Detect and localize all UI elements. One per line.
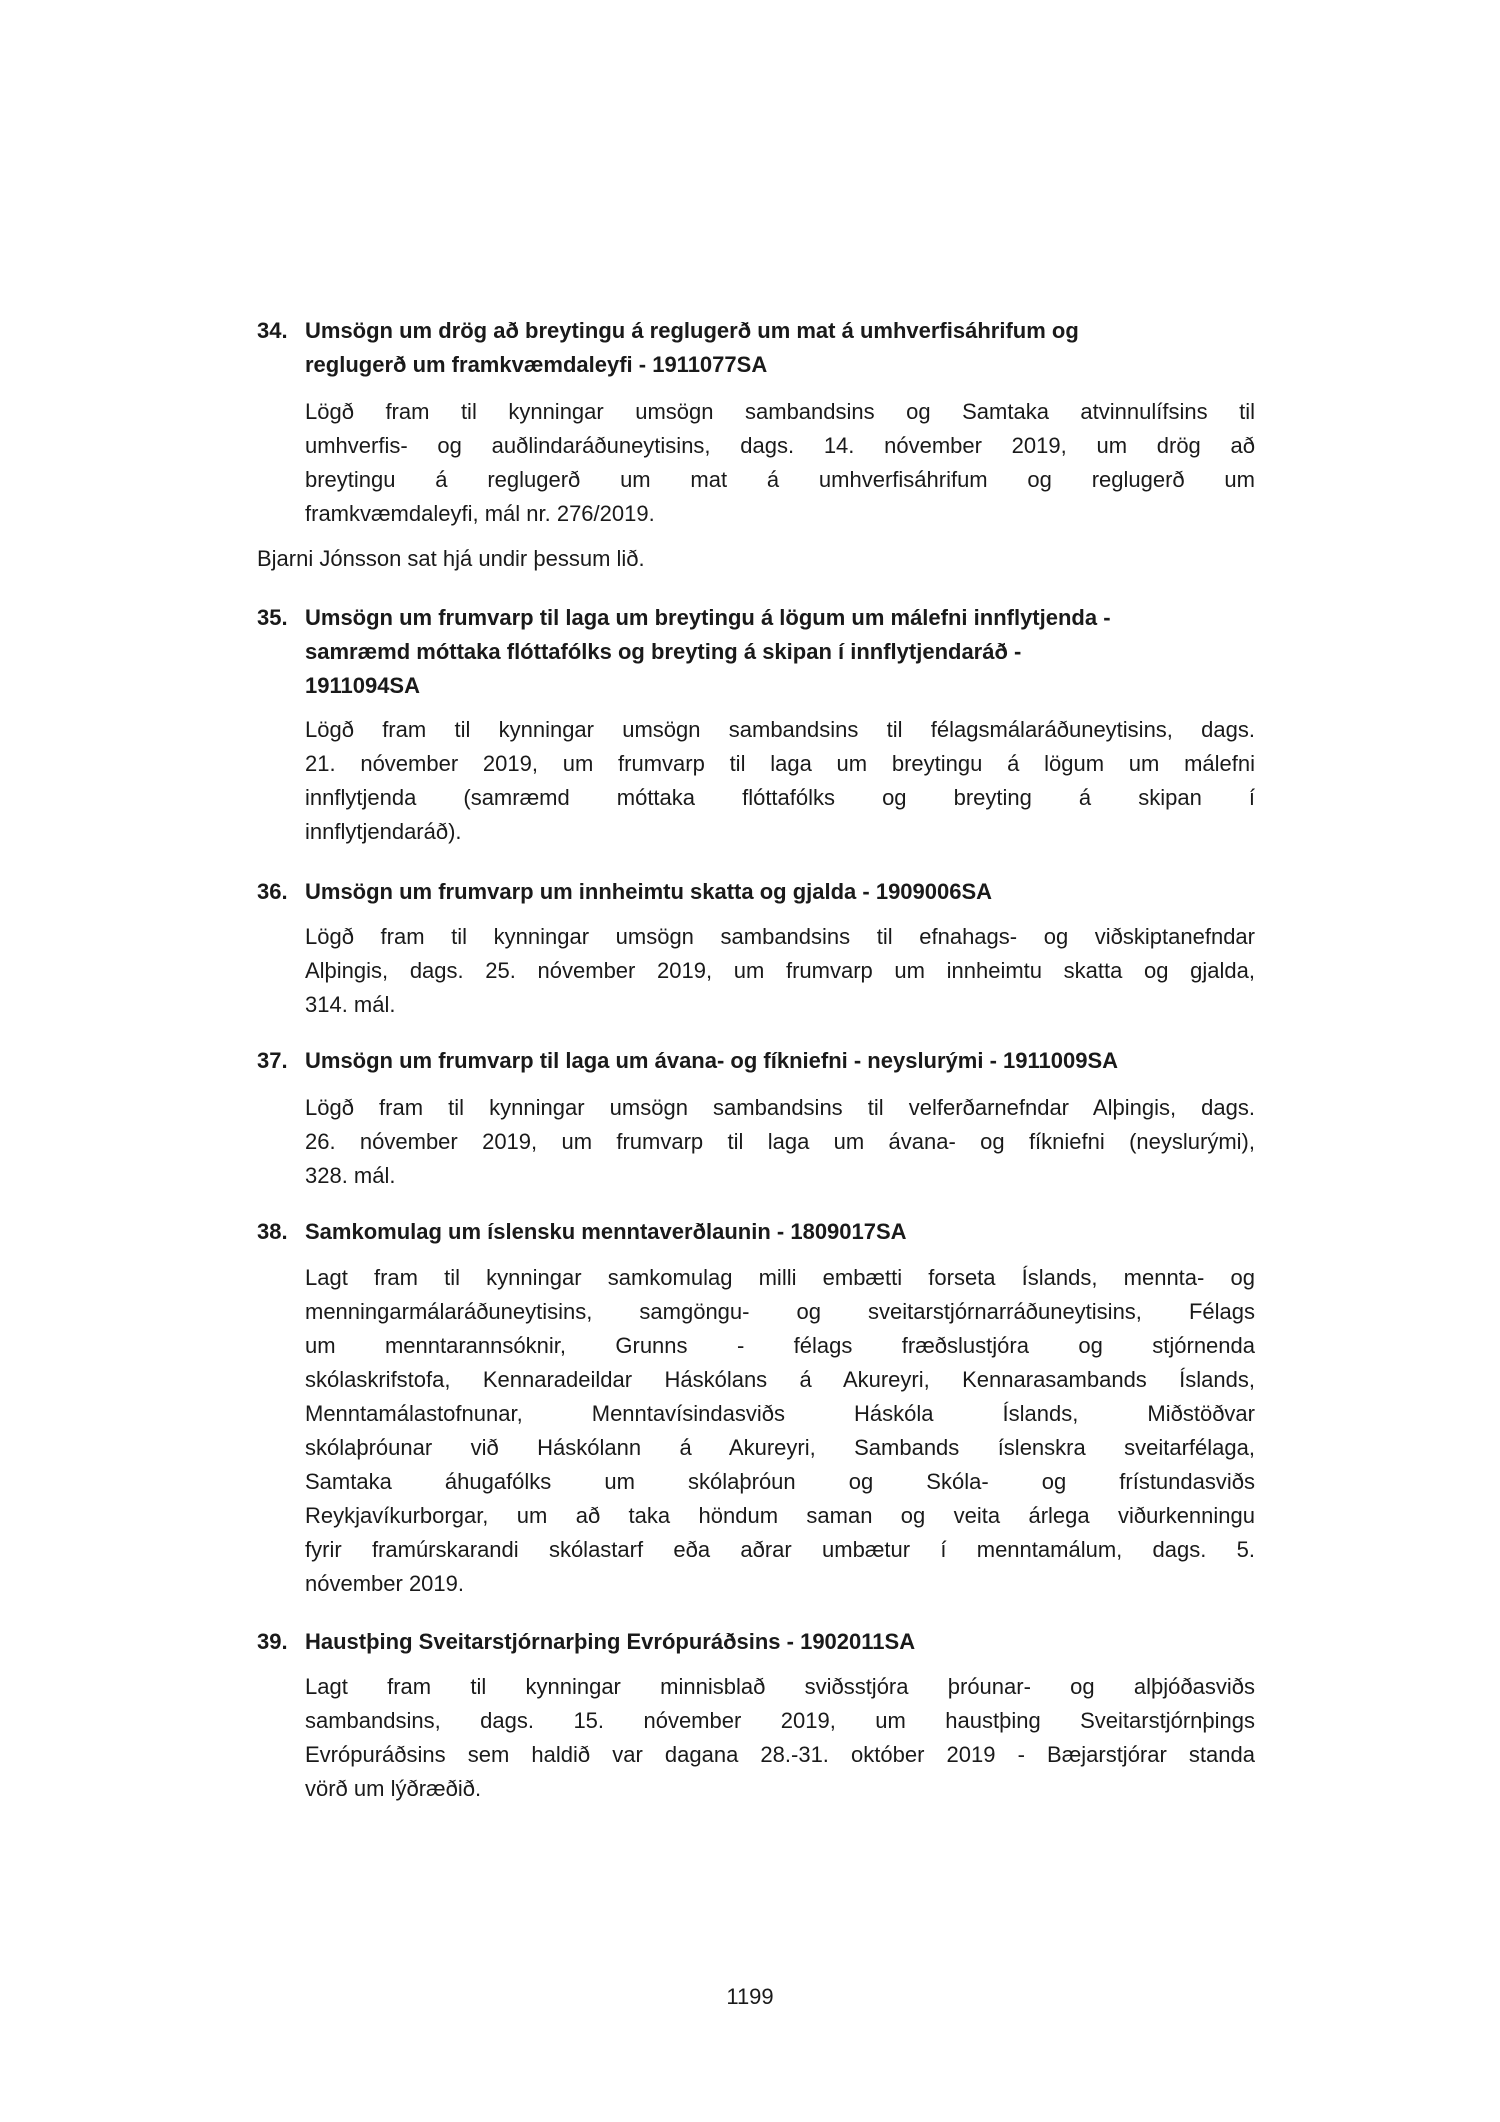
agenda-item [257,601,1255,844]
agenda-item-number: 36. [257,879,288,904]
body-line: Alþingis, dags. 25. nóvember 2019, um frumvarp um innheimtu skatta og gjalda, [305,958,1255,983]
agenda-item-number: 38. [257,1219,288,1244]
body-line: Lögð fram til kynningar umsögn sambandsins til félagsmálaráðuneytisins, dags. [305,717,1255,742]
body-line: 26. nóvember 2019, um frumvarp til laga um ávana- og fíkniefni (neyslurými), [305,1129,1255,1154]
agenda-item-heading [257,1044,1255,1078]
body-line: framkvæmdaleyfi, mál nr. 276/2019. [305,501,655,526]
agenda-item-body [305,713,1255,849]
agenda-item-number: 37. [257,1048,288,1073]
agenda-item [257,1215,1255,1596]
body-line: skólaþróunar við Háskólann á Akureyri, Sambands íslenskra sveitarfélaga, [305,1435,1255,1460]
agenda-item [257,1044,1255,1188]
agenda-item-number: 34. [257,318,288,343]
agenda-item-heading [257,601,1255,703]
body-line: Lögð fram til kynningar umsögn sambandsins til velferðarnefndar Alþingis, dags. [305,1095,1255,1120]
body-line: Lagt fram til kynningar samkomulag milli embætti forseta Íslands, mennta- og [305,1265,1255,1290]
heading-line: Umsögn um frumvarp um innheimtu skatta og gjalda - 1909006SA [305,879,993,904]
heading-line: reglugerð um framkvæmdaleyfi - 1911077SA [305,352,768,377]
body-line: nóvember 2019. [305,1571,464,1596]
body-line: Reykjavíkurborgar, um að taka höndum saman og veita árlega viðurkenningu [305,1503,1255,1528]
page-number: 1199 [726,1984,774,2009]
heading-line: Haustþing Sveitarstjórnarþing Evrópuráðsins - 1902011SA [305,1629,916,1654]
agenda-item-body [305,395,1255,531]
body-line: fyrir framúrskarandi skólastarf eða aðrar umbætur í menntamálum, dags. 5. [305,1537,1255,1562]
body-line: 21. nóvember 2019, um frumvarp til laga um breytingu á lögum um málefni [305,751,1255,776]
agenda-item [257,875,1255,1017]
agenda-item-body [305,920,1255,1022]
heading-line: 1911094SA [305,673,420,698]
body-line: Lagt fram til kynningar minnisblað sviðsstjóra þróunar- og alþjóðasviðs [305,1674,1255,1699]
agenda-item-body [305,1091,1255,1193]
agenda-item-number: 39. [257,1629,288,1654]
abstention-note: Bjarni Jónsson sat hjá undir þessum lið. [257,546,645,571]
body-line: um menntarannsóknir, Grunns - félags fræðslustjóra og stjórnenda [305,1333,1255,1358]
agenda-item-heading [257,1625,1255,1659]
body-line: umhverfis- og auðlindaráðuneytisins, dags. 14. nóvember 2019, um drög að [305,433,1255,458]
heading-line: Samkomulag um íslensku menntaverðlaunin - 1809017SA [305,1219,907,1244]
body-line: Lögð fram til kynningar umsögn sambandsins til efnahags- og viðskiptanefndar [305,924,1255,949]
agenda-item-heading [257,314,1255,382]
agenda-item-number: 35. [257,605,288,630]
heading-line: Umsögn um frumvarp til laga um breytingu á lögum um málefni innflytjenda - [305,605,1111,630]
body-line: Evrópuráðsins sem haldið var dagana 28.-31. október 2019 - Bæjarstjórar standa [305,1742,1255,1767]
agenda-item-body [305,1670,1255,1806]
heading-line: Umsögn um drög að breytingu á reglugerð um mat á umhverfisáhrifum og [305,318,1079,343]
body-line: Lögð fram til kynningar umsögn sambandsins og Samtaka atvinnulífsins til [305,399,1255,424]
body-line: menningarmálaráðuneytisins, samgöngu- og sveitarstjórnarráðuneytisins, Félags [305,1299,1255,1324]
body-line: 328. mál. [305,1163,396,1188]
heading-line: Umsögn um frumvarp til laga um ávana- og fíkniefni - neyslurými - 1911009SA [305,1048,1119,1073]
agenda-item-body [305,1261,1255,1601]
agenda-item-heading [257,875,1255,909]
body-line: innflytjenda (samræmd móttaka flóttafólks og breyting á skipan í [305,785,1255,810]
body-line: Menntamálastofnunar, Menntavísindasviðs Háskóla Íslands, Miðstöðvar [305,1401,1255,1426]
agenda-item-heading [257,1215,1255,1249]
heading-line: samræmd móttaka flóttafólks og breyting á skipan í innflytjendaráð - [305,639,1022,664]
body-line: 314. mál. [305,992,396,1017]
agenda-item [257,1625,1255,1801]
body-line: breytingu á reglugerð um mat á umhverfisáhrifum og reglugerð um [305,467,1255,492]
body-line: innflytjendaráð). [305,819,462,844]
agenda-item [257,314,1255,526]
body-line: vörð um lýðræðið. [305,1776,482,1801]
body-line: sambandsins, dags. 15. nóvember 2019, um haustþing Sveitarstjórnþings [305,1708,1255,1733]
body-line: Samtaka áhugafólks um skólaþróun og Skóla- og frístundasviðs [305,1469,1255,1494]
body-line: skólaskrifstofa, Kennaradeildar Háskólans á Akureyri, Kennarasambands Íslands, [305,1367,1255,1392]
